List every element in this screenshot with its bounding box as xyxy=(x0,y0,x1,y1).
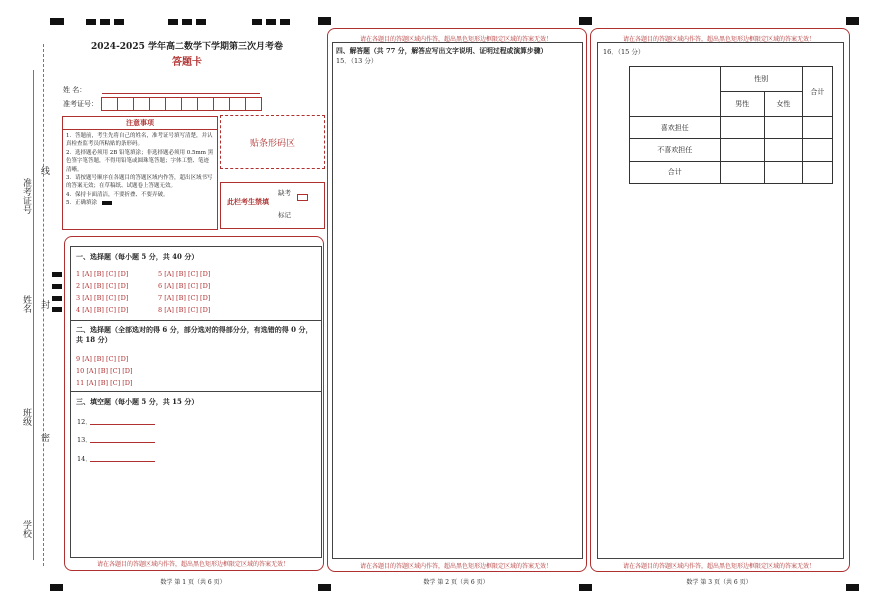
section-divider xyxy=(70,320,321,321)
choice-row[interactable]: 3 [A] [B] [C] [D] xyxy=(76,294,129,302)
timing-mark xyxy=(266,19,276,25)
section2-title: 二、选择题（全部选对的得 6 分，部分选对的得部分分，有选错的得 0 分，共 18 分） xyxy=(76,325,313,344)
table-header-female: 女性 xyxy=(765,92,803,117)
notice-title: 注意事项 xyxy=(63,117,217,130)
table-cell[interactable] xyxy=(802,139,832,161)
timing-mark xyxy=(114,19,124,25)
table-row xyxy=(630,117,833,139)
notice-item: 4．保持卡面清洁，不要折叠、不要弄破。 xyxy=(66,191,169,198)
section4-title: 四、解答题（共 77 分，解答应写出文字说明、证明过程或演算步骤） xyxy=(336,47,548,55)
timing-mark xyxy=(100,19,110,25)
table-header-total: 合计 xyxy=(802,67,832,117)
timing-mark xyxy=(252,19,262,25)
table-cell[interactable] xyxy=(765,161,803,183)
footer-page-2: 数学 第 2 页（共 6 页） xyxy=(423,579,489,586)
page2-inner-box[interactable] xyxy=(332,42,583,559)
timing-mark xyxy=(50,18,64,25)
table-row-label: 喜欢担任 xyxy=(630,117,721,139)
id-digit-box[interactable] xyxy=(117,97,134,111)
timing-mark xyxy=(280,19,290,25)
absent-box xyxy=(220,182,325,229)
barcode-area xyxy=(220,115,325,169)
table-row-label: 合计 xyxy=(630,161,721,183)
table-cell[interactable] xyxy=(765,139,803,161)
notice-item: 2．选择题必须用 2B 铅笔填涂；非选择题必须用 0.5mm 黑色签字笔答题，不得用铅笔或圆珠笔答题；字体工整、笔迹清晰。 xyxy=(66,149,214,173)
contingency-table xyxy=(629,66,833,184)
table-cell[interactable] xyxy=(720,139,765,161)
table-header-gender: 性别 xyxy=(720,67,802,92)
section1-title: 一、选择题（每小题 5 分，共 40 分） xyxy=(76,252,199,261)
notice-item: 3．请按题号顺序在各题目的答题区域内作答，超出区域书写的答案无效；在草稿纸、试题卷上答题无效。 xyxy=(66,175,213,190)
choice-row[interactable]: 11 [A] [B] [C] [D] xyxy=(76,379,133,387)
side-label-name: 姓名 xyxy=(21,295,31,313)
id-digit-box[interactable] xyxy=(133,97,150,111)
id-digit-box[interactable] xyxy=(165,97,182,111)
notice-box xyxy=(62,116,218,230)
section3-title: 三、填空题（每小题 5 分，共 15 分） xyxy=(76,397,199,406)
notice-item: 1．答题前，考生先将自己的姓名，准考证号填写清楚，并认真检查监考员所粘贴的条形码。 xyxy=(66,133,213,148)
side-label-school: 学校 xyxy=(21,520,31,538)
side-mark xyxy=(52,307,62,312)
timing-mark xyxy=(196,19,206,25)
choice-row[interactable]: 9 [A] [B] [C] [D] xyxy=(76,355,129,363)
table-row xyxy=(630,161,833,183)
side-mark xyxy=(52,296,62,301)
choice-row[interactable]: 8 [A] [B] [C] [D] xyxy=(158,306,211,314)
section1-left-options[interactable] xyxy=(76,268,128,316)
exam-title: 2024-2025 学年高二数学下学期第三次月考卷 xyxy=(91,42,283,52)
page2-bottom-warning: 请在各题目的答题区域内作答，超出黑色矩形边框限定区域的答案无效！ xyxy=(359,563,552,570)
name-input-line[interactable] xyxy=(102,93,260,94)
page3-top-warning: 请在各题目的答题区域内作答，超出黑色矩形边框限定区域的答案无效！ xyxy=(622,36,815,43)
barcode-label: 贴条形码区 xyxy=(249,138,295,149)
page3-bottom-warning: 请在各题目的答题区域内作答，超出黑色矩形边框限定区域的答案无效！ xyxy=(622,563,815,570)
id-digit-box[interactable] xyxy=(229,97,246,111)
table-cell[interactable] xyxy=(802,117,832,139)
side-label-line: 线 xyxy=(39,166,49,175)
fill-item-14: 14． xyxy=(77,455,92,463)
table-cell[interactable] xyxy=(802,161,832,183)
side-label-class: 班级 xyxy=(21,408,31,426)
id-digit-box[interactable] xyxy=(181,97,198,111)
choice-row[interactable]: 4 [A] [B] [C] [D] xyxy=(76,306,129,314)
section1-right-options[interactable] xyxy=(158,268,210,316)
section-divider xyxy=(70,391,321,392)
table-header-male: 男性 xyxy=(720,92,765,117)
timing-mark xyxy=(579,17,592,25)
timing-mark xyxy=(50,584,63,591)
footer-page-1: 数学 第 1 页（共 6 页） xyxy=(160,579,226,586)
fill-item-12: 12． xyxy=(77,418,92,426)
filled-mark-example xyxy=(102,201,112,205)
section2-options[interactable] xyxy=(76,353,132,389)
mark-label: 标记 xyxy=(278,211,291,219)
side-label-seal: 封 xyxy=(39,300,49,309)
answer-card-title: 答题卡 xyxy=(172,57,202,68)
timing-mark xyxy=(846,17,859,25)
absent-warning: 此栏考生禁填 xyxy=(227,197,269,206)
fill-answer-line[interactable] xyxy=(90,424,155,425)
absent-label: 缺考 xyxy=(278,189,291,197)
id-digit-box[interactable] xyxy=(197,97,214,111)
table-corner-cell xyxy=(630,67,721,117)
table-cell[interactable] xyxy=(720,117,765,139)
id-digit-box[interactable] xyxy=(213,97,230,111)
notice-item-fill-example: 5．正确填涂 xyxy=(66,199,214,207)
fill-answer-line[interactable] xyxy=(90,461,155,462)
absent-checkbox[interactable] xyxy=(297,194,308,201)
choice-row[interactable]: 6 [A] [B] [C] [D] xyxy=(158,282,211,290)
candidate-id-label: 准考证号： xyxy=(63,100,98,108)
table-row xyxy=(630,139,833,161)
fill-answer-line[interactable] xyxy=(90,442,155,443)
timing-mark xyxy=(318,17,331,25)
side-mark xyxy=(52,272,62,277)
candidate-id-boxes[interactable] xyxy=(101,97,261,111)
side-label-dense: 密 xyxy=(39,433,49,442)
id-digit-box[interactable] xyxy=(101,97,118,111)
fill-item-13: 13． xyxy=(77,436,92,444)
choice-row[interactable]: 10 [A] [B] [C] [D] xyxy=(76,367,133,375)
binding-strip-line xyxy=(33,70,34,560)
table-cell[interactable] xyxy=(765,117,803,139)
name-label: 姓 名： xyxy=(63,86,87,94)
timing-mark xyxy=(182,19,192,25)
id-digit-box[interactable] xyxy=(149,97,166,111)
side-mark xyxy=(52,284,62,289)
timing-mark xyxy=(86,19,96,25)
question-15: 15．（13 分） xyxy=(336,57,378,65)
timing-mark xyxy=(168,19,178,25)
page1-warning: 请在各题目的答题区域内作答，超出黑色矩形边框限定区域的答案无效！ xyxy=(96,561,289,568)
page2-top-warning: 请在各题目的答题区域内作答，超出黑色矩形边框限定区域的答案无效！ xyxy=(359,36,552,43)
id-digit-box[interactable] xyxy=(245,97,262,111)
choice-row[interactable]: 1 [A] [B] [C] [D] xyxy=(76,270,129,278)
choice-row[interactable]: 5 [A] [B] [C] [D] xyxy=(158,270,211,278)
footer-page-3: 数学 第 3 页（共 6 页） xyxy=(686,579,752,586)
choice-row[interactable]: 7 [A] [B] [C] [D] xyxy=(158,294,211,302)
table-row-label: 不喜欢担任 xyxy=(630,139,721,161)
table-cell[interactable] xyxy=(720,161,765,183)
choice-row[interactable]: 2 [A] [B] [C] [D] xyxy=(76,282,129,290)
question-16: 16．（15 分） xyxy=(603,48,645,56)
side-label-id: 准考证号 xyxy=(21,178,31,214)
